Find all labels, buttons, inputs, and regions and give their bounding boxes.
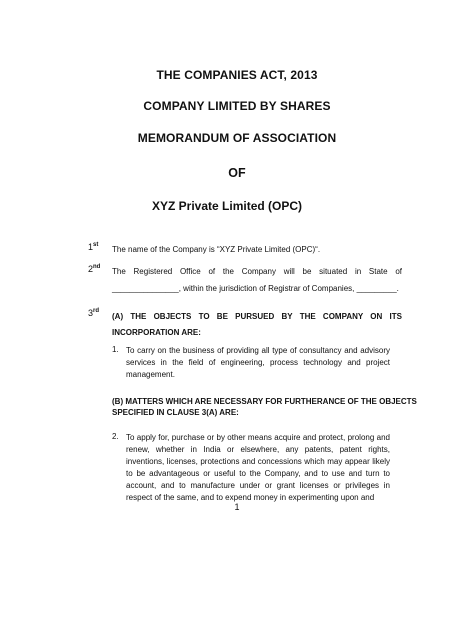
page-number: 1 <box>234 502 240 512</box>
clause-1-number <box>88 242 98 252</box>
clause-1-text: The name of the Company is “XYZ Private Limited (OPC)“. <box>112 245 321 254</box>
company-type-title: COMPANY LIMITED BY SHARES <box>143 99 331 113</box>
item-1-number: 1. <box>112 345 119 354</box>
clause-2-line-2: _______________, within the jurisdiction of Registrar of Companies, _________. <box>112 284 399 293</box>
memorandum-title: MEMORANDUM OF ASSOCIATION <box>137 131 337 145</box>
clause-1-suffix: st <box>93 242 99 248</box>
clause-2-num: 2 <box>88 264 94 274</box>
clause-1-num: 1 <box>88 242 94 252</box>
clause-2-line-1: The Registered Office of the Company will be situated in State of <box>112 267 402 276</box>
clause-2-number <box>88 264 100 274</box>
clause-3-num: 3 <box>88 308 94 318</box>
clause-3b-heading-line-1: (B) MATTERS WHICH ARE NECESSARY FOR FURTHERANCE OF THE OBJECTS <box>112 397 417 406</box>
act-title: THE COMPANIES ACT, 2013 <box>156 68 318 82</box>
company-name-heading: XYZ Private Limited (OPC) <box>152 199 303 213</box>
clause-3a-heading-line-1: (A) THE OBJECTS TO BE PURSUED BY THE COMPANY ON ITS <box>112 312 402 321</box>
clause-3-suffix: rd <box>93 308 100 314</box>
clause-2-suffix: nd <box>93 264 101 270</box>
clause-3-number <box>88 308 99 318</box>
clause-3b-heading-line-2: SPECIFIED IN CLAUSE 3(A) ARE: <box>112 408 239 417</box>
item-2-number: 2. <box>112 432 119 441</box>
item-1-text: To carry on the business of providing all type of consultancy and advisory services in the field of engineering, process technology and project management. <box>126 346 390 379</box>
clause-3a-heading-line-2: INCORPORATION ARE: <box>112 328 201 337</box>
item-2-text: To apply for, purchase or by other means acquire and protect, prolong and renew, whether in India or elsewhere, any patents, patent rights, inventions, licenses, protections and concessions which may appear likely to be advantageous or useful to the Company, and to use and turn to account, and to manufacture under or grant licenses or privileges in respect of the same, and to expend money in experimenting upon and <box>126 433 390 502</box>
of-title: OF <box>228 166 246 180</box>
